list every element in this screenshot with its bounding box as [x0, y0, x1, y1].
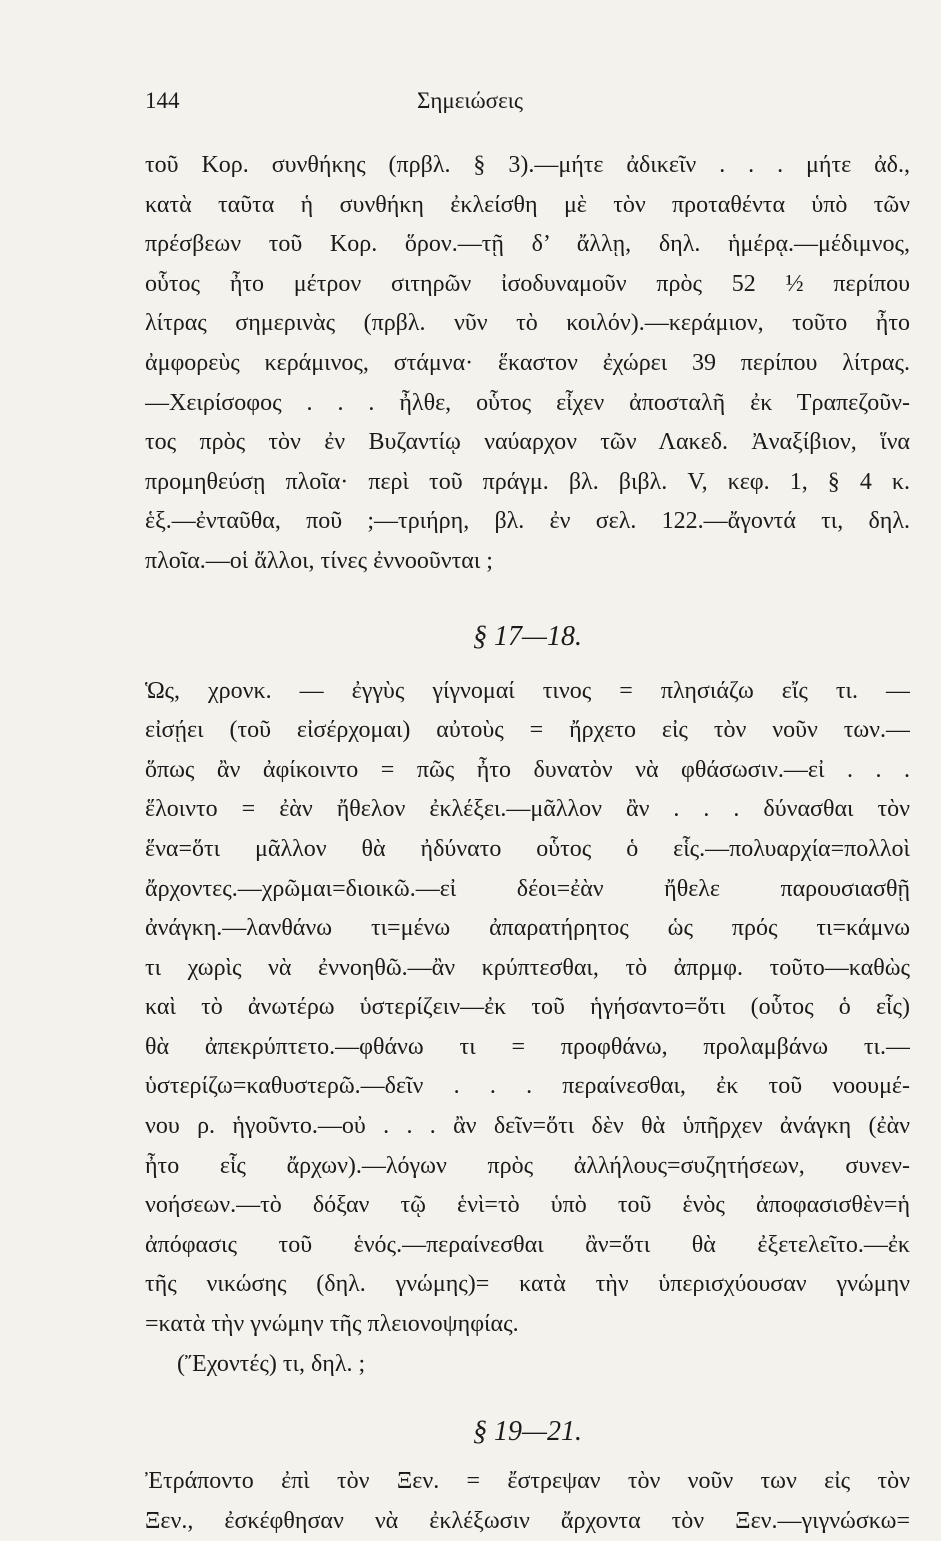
text-line: ἀμφορεὺς κεράμινος, στάμνα· ἕκαστον ἐχώρει 39 περίπου λίτρας.	[145, 349, 910, 376]
text-line: πρέσβεων τοῦ Κορ. ὅρον.—τῇ δ’ ἄλλῃ, δηλ. ἡμέρᾳ.—μέδιμνος,	[145, 231, 910, 258]
text-line: τῆς νικώσης (δηλ. γνώμης)= κατὰ τὴν ὑπερισχύουσαν γνώμην	[145, 1271, 910, 1298]
text-line: καὶ τὸ ἀνωτέρω ὑστερίζειν—ἐκ τοῦ ἡγήσαντο=ὅτι (οὗτος ὁ εἷς)	[145, 994, 910, 1021]
text-line: τι χωρὶς νὰ ἐννοηθῶ.—ἂν κρύπτεσθαι, τὸ ἀπρμφ. τοῦτο—καθὼς	[145, 954, 910, 981]
text-line: ἄρχοντες.—χρῶμαι=διοικῶ.—εἰ δέοι=ἐὰν ἤθελε παρουσιασθῇ	[145, 875, 910, 902]
text-line: Ξεν., ἐσκέφθησαν νὰ ἐκλέξωσιν ἄρχοντα τὸν Ξεν.—γιγνώσκω=	[145, 1507, 910, 1534]
section-heading: § 19—21.	[473, 1416, 582, 1448]
page-header	[145, 88, 905, 128]
text-line: Ἐτράποντο ἐπὶ τὸν Ξεν. = ἔστρεψαν τὸν νοῦν των εἰς τὸν	[145, 1468, 910, 1495]
text-line: τοῦ Κορ. συνθήκης (πρβλ. § 3).—μήτε ἀδικεῖν . . . μήτε ἀδ.,	[145, 152, 910, 178]
section-heading: § 17—18.	[473, 620, 582, 652]
text-line: ἀνάγκη.—λανθάνω τι=μένω ἀπαρατήρητος ὡς πρός τι=κάμνω	[145, 915, 910, 942]
text-line: ἦτο εἷς ἄρχων).—λόγων πρὸς ἀλλήλους=συζητήσεων, συνεν-	[145, 1152, 910, 1179]
text-line: εἰσῄει (τοῦ εἰσέρχομαι) αὐτοὺς = ἤρχετο εἰς τὸν νοῦν των.—	[145, 717, 910, 744]
text-line: ἀπόφασις τοῦ ἑνός.—περαίνεσθαι ἂν=ὅτι θὰ ἐξετελεῖτο.—ἐκ	[145, 1231, 910, 1258]
text-line: ὅπως ἂν ἀφίκοιντο = πῶς ἦτο δυνατὸν νὰ φθάσωσιν.—εἰ . . .	[145, 756, 910, 783]
text-line: προμηθεύσῃ πλοῖα· περὶ τοῦ πράγμ. βλ. βιβλ. V, κεφ. 1, § 4 κ.	[145, 468, 910, 495]
text-line: πλοῖα.—οἱ ἄλλοι, τίνες ἐννοοῦνται ;	[145, 547, 493, 574]
page-body	[145, 146, 910, 1541]
text-line: κατὰ ταῦτα ἡ συνθήκη ἐκλείσθη μὲ τὸν προταθέντα ὑπὸ τῶν	[145, 191, 910, 218]
text-line: νοήσεων.—τὸ δόξαν τῷ ἑνὶ=τὸ ὑπὸ τοῦ ἑνὸς ἀποφασισθὲν=ἡ	[145, 1192, 910, 1219]
text-line: ἑξ.—ἐνταῦθα, ποῦ ;—τριήρη, βλ. ἐν σελ. 122.—ἄγοντά τι, δηλ.	[145, 508, 910, 535]
text-line: ἕνα=ὅτι μᾶλλον θὰ ἠδύνατο οὗτος ὁ εἷς.—πολυαρχία=πολλοὶ	[145, 835, 910, 862]
text-line: λίτρας σημερινὰς (πρβλ. νῦν τὸ κοιλόν).—κεράμιον, τοῦτο ἦτο	[145, 310, 910, 337]
text-line: —Χειρίσοφος . . . ἦλθε, οὗτος εἶχεν ἀποσταλῆ ἐκ Τραπεζοῦν-	[145, 389, 910, 416]
text-line: οὗτος ἦτο μέτρον σιτηρῶν ἰσοδυναμοῦν πρὸς 52 ½ περίπου	[145, 270, 910, 297]
text-line: ὑστερίζω=καθυστερῶ.—δεῖν . . . περαίνεσθαι, ἐκ τοῦ νοουμέ-	[145, 1073, 910, 1100]
text-line: νου ρ. ἡγοῦντο.—οὐ . . . ἂν δεῖν=ὅτι δὲν θὰ ὑπῆρχεν ἀνάγκη (ἐὰν	[145, 1113, 910, 1140]
text-line: =κατὰ τὴν γνώμην τῆς πλειονοψηφίας.	[145, 1311, 519, 1338]
text-line: τος πρὸς τὸν ἐν Βυζαντίῳ ναύαρχον τῶν Λακεδ. Ἀναξίβιον, ἵνα	[145, 429, 910, 456]
text-line: Ὡς, χρονκ. — ἐγγὺς γίγνομαί τινος = πλησιάζω εἴς τι. —	[145, 677, 910, 704]
text-line: ἕλοιντο = ἐὰν ἤθελον ἐκλέξει.—μᾶλλον ἂν . . . δύνασθαι τὸν	[145, 796, 910, 823]
page-number: 144	[145, 88, 180, 113]
text-line: θὰ ἀπεκρύπτετο.—φθάνω τι = προφθάνω, προλαμβάνω τι.—	[145, 1033, 910, 1060]
text-line: (Ἔχοντές) τι, δηλ. ;	[177, 1350, 366, 1377]
running-title: Σημειώσεις	[416, 88, 524, 113]
